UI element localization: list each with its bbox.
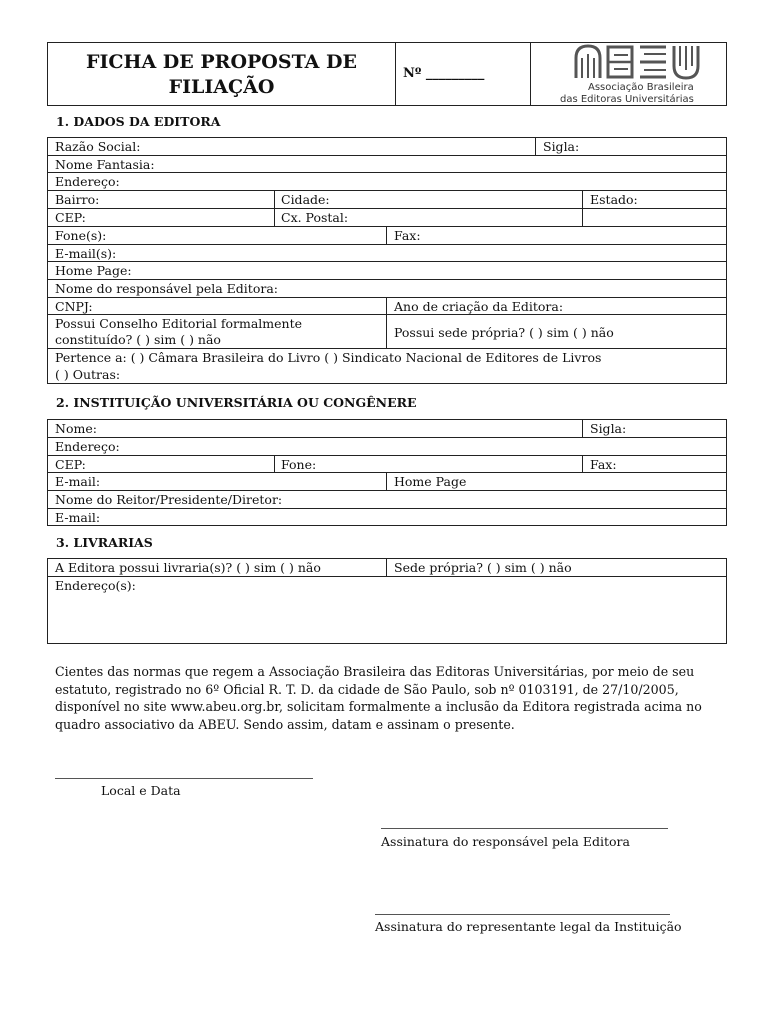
cnpj-field[interactable]: CNPJ: (55, 299, 93, 314)
statement-line-2: estatuto, registrado no 6º Oficial R. T. D. da cidade de São Paulo, sob nº 0103191, de 27/10/2005, (55, 681, 679, 697)
responsavel-signature-line[interactable] (381, 828, 668, 829)
abeu-logo-mark (572, 44, 702, 80)
representante-signature-line[interactable] (375, 914, 670, 915)
inst-home-page-field[interactable]: Home Page (394, 474, 467, 489)
razao-social-field[interactable]: Razão Social: (55, 139, 141, 154)
fax-field[interactable]: Fax: (394, 228, 421, 243)
emails-field[interactable]: E-mail(s): (55, 246, 117, 261)
fones-field[interactable]: Fone(s): (55, 228, 107, 243)
inst-sigla-field[interactable]: Sigla: (590, 421, 627, 436)
header-divider-2 (530, 42, 531, 106)
statement-line-1: Cientes das normas que regem a Associação Brasileira das Editoras Universitárias, por meio de seu (55, 664, 695, 679)
pertence-a-line1[interactable]: Pertence a: ( ) Câmara Brasileira do Livro ( ) Sindicato Nacional de Editores de Livros (55, 350, 602, 365)
livraria-sede-propria-checkbox[interactable]: Sede própria? ( ) sim ( ) não (394, 560, 572, 575)
reitor-email-field[interactable]: E-mail: (55, 510, 101, 525)
reitor-field[interactable]: Nome do Reitor/Presidente/Diretor: (55, 492, 283, 507)
logo-subtitle-2: das Editoras Universitárias (560, 94, 694, 105)
section1-title: 1. DADOS DA EDITORA (56, 114, 221, 129)
statement-line-3: disponível no site www.abeu.org.br, solicitam formalmente a inclusão da Editora registrada acima no (55, 699, 702, 714)
logo-subtitle-1: Associação Brasileira (588, 82, 694, 93)
sigla-field[interactable]: Sigla: (543, 139, 580, 154)
inst-endereco-field[interactable]: Endereço: (55, 439, 120, 454)
statement-paragraph (55, 663, 725, 733)
abeu-logo (560, 44, 720, 104)
title-line-1: FICHA DE PROPOSTA DE (86, 51, 357, 73)
conselho-editorial-line1: Possui Conselho Editorial formalmente (55, 316, 303, 331)
endereco-field[interactable]: Endereço: (55, 174, 120, 189)
section3-title: 3. LIVRARIAS (56, 535, 153, 550)
conselho-editorial-line2[interactable]: constituído? ( ) sim ( ) não (55, 332, 221, 347)
responsavel-signature-label: Assinatura do responsável pela Editora (381, 834, 630, 849)
cidade-field[interactable]: Cidade: (281, 192, 330, 207)
ano-criacao-field[interactable]: Ano de criação da Editora: (394, 299, 564, 314)
inst-cep-field[interactable]: CEP: (55, 457, 86, 472)
section2-title: 2. INSTITUIÇÃO UNIVERSITÁRIA OU CONGÊNERE (56, 395, 417, 410)
inst-fax-field[interactable]: Fax: (590, 457, 617, 472)
inst-email-field[interactable]: E-mail: (55, 474, 101, 489)
home-page-field[interactable]: Home Page: (55, 263, 132, 278)
livraria-enderecos-field[interactable]: Endereço(s): (55, 578, 136, 593)
bairro-field[interactable]: Bairro: (55, 192, 100, 207)
local-data-label: Local e Data (101, 783, 181, 798)
statement-line-4: quadro associativo da ABEU. Sendo assim, datam e assinam o presente. (55, 716, 515, 732)
nome-fantasia-field[interactable]: Nome Fantasia: (55, 157, 155, 172)
representante-signature-label: Assinatura do representante legal da Instituição (375, 919, 682, 934)
local-data-line[interactable] (55, 778, 313, 779)
sede-propria-checkbox[interactable]: Possui sede própria? ( ) sim ( ) não (394, 325, 614, 340)
pertence-a-line2[interactable]: ( ) Outras: (55, 367, 121, 382)
inst-fone-field[interactable]: Fone: (281, 457, 317, 472)
form-title (48, 50, 395, 100)
responsavel-field[interactable]: Nome do responsável pela Editora: (55, 281, 278, 296)
cep-field[interactable]: CEP: (55, 210, 86, 225)
proposal-number[interactable]: Nº _________ (403, 66, 485, 81)
cx-postal-field[interactable]: Cx. Postal: (281, 210, 349, 225)
header-divider-1 (395, 42, 396, 106)
estado-field[interactable]: Estado: (590, 192, 638, 207)
title-line-2: FILIAÇÃO (168, 76, 275, 98)
inst-nome-field[interactable]: Nome: (55, 421, 97, 436)
possui-livraria-checkbox[interactable]: A Editora possui livraria(s)? ( ) sim ( ) não (55, 560, 321, 575)
